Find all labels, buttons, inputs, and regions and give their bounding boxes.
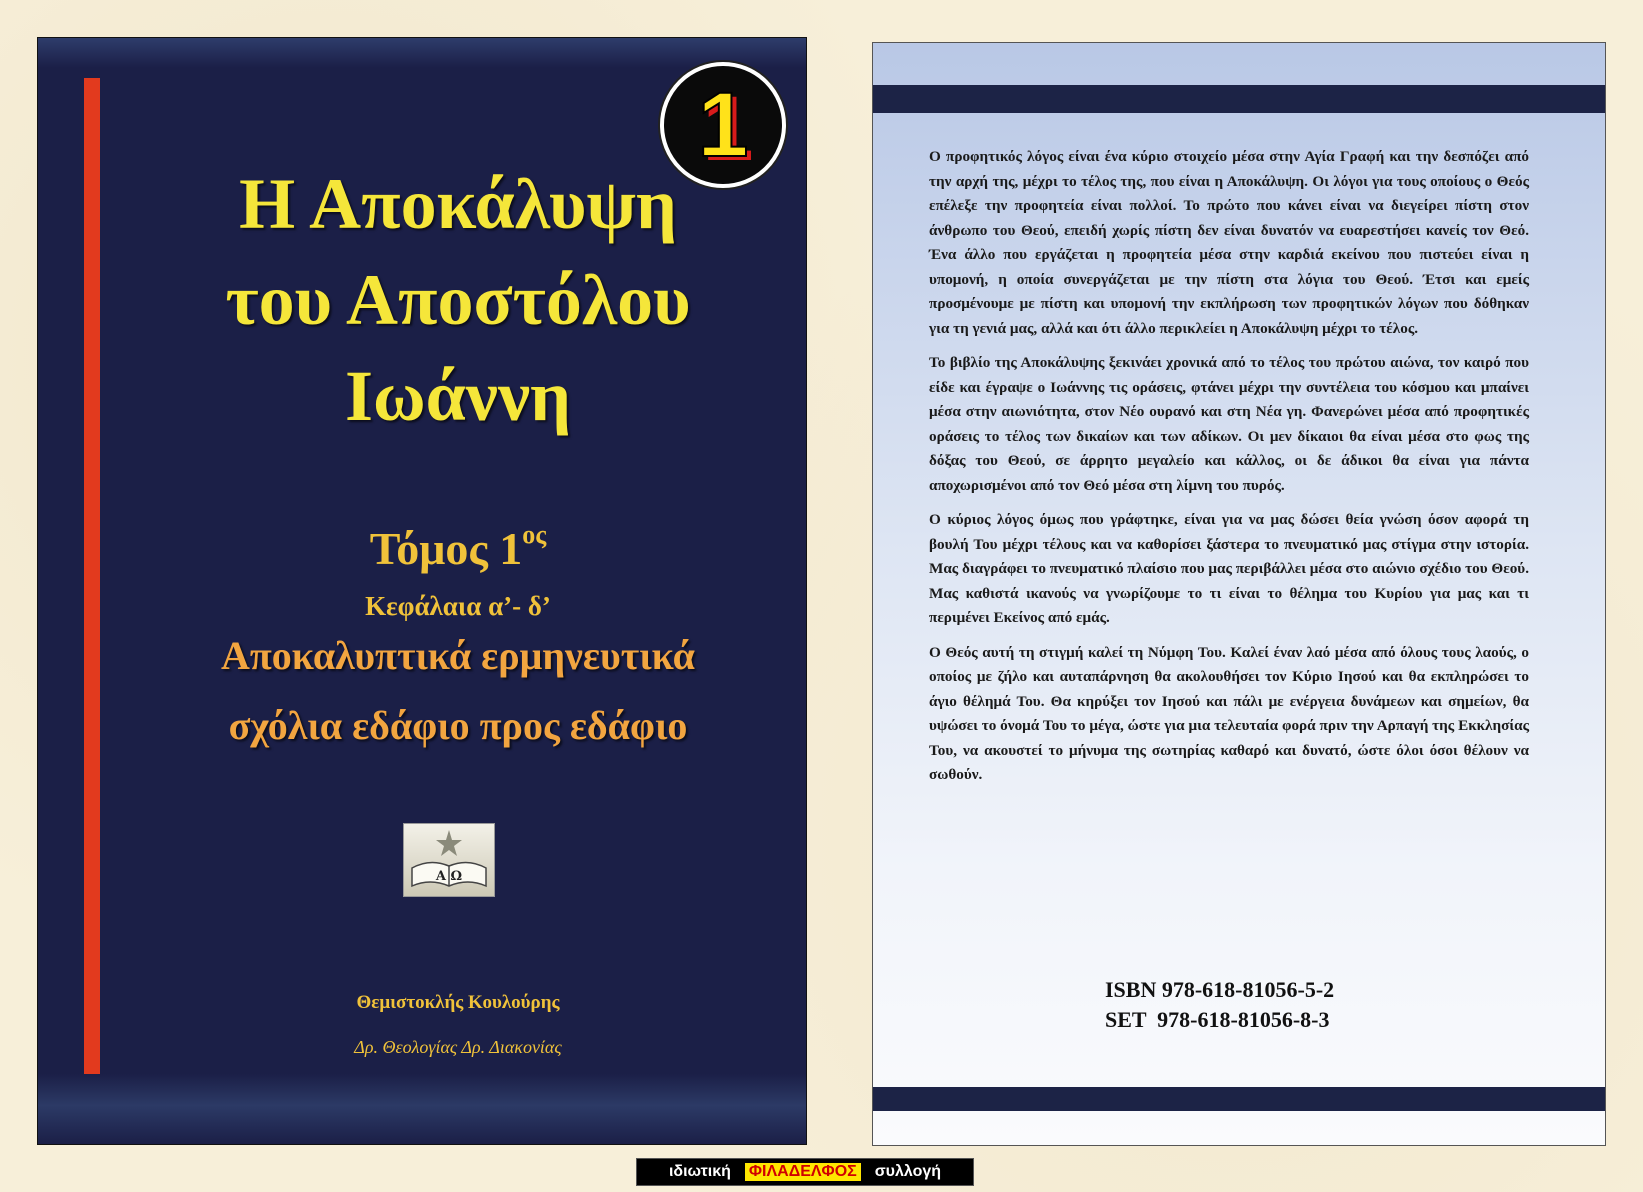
back-paragraph-4: Ο Θεός αυτή τη στιγμή καλεί τη Νύμφη Του. Καλεί έναν λαό μέσα από όλους τους λαούς, ο οποίος με ζήλο και αυταπάρνηση θα ακολουθήσει τον Κύριο Ιησού και θα εκπληρώσει το άγιο θέλημά Του. Θα κηρύξει τον Ιησού και πάλι με ενέργεια δυνάμεων και σημείων, θα υψώσει το όνομά Του το μέγα, ώστε για μια τελευταία φορά πριν την Αρπαγή της Εκκλησίας Του, να ακουστεί το μήνυμα της σωτηρίας καθαρό και δυνατό, ώστε όλοι όσοι θέλουν να σωθούν.: [929, 643, 1529, 783]
front-cover: [38, 38, 806, 1144]
back-paragraph-1: Ο προφητικός λόγος είναι ένα κύριο στοιχείο μέσα στην Αγία Γραφή και την δεσπόζει από την αρχή της, μέχρι το τέλος της, που είναι η Αποκάλυψη. Οι λόγοι για τους οποίους ο Θεός επέλεξε την προφητεία είναι πολλοί. Το πρώτο που κάνει είναι να διεγείρει πίστη στον άνθρωπο του Θεού, επειδή χωρίς πίστη δεν είναι δυνατόν να ευαρεστήσει κανείς τον Θεό. Ένα άλλο που εργάζεται η προφητεία μέσα στην καρδιά εκείνου που πιστεύει είναι η υπομονή, η οποία συνεργάζεται με την πίστη στα λόγια του Θεού. Έτσι και εμείς προσμένουμε με πίστη και υπομονή την εκπλήρωση των προφητικών λόγων που δόθηκαν για τη γενιά μας, αλλά και ότι άλλο περικλείει η Αποκάλυψη μέχρι το τέλος.: [929, 148, 1529, 337]
volume-number: 1: [697, 74, 749, 176]
isbn-number: ISBN 978-618-81056-5-2: [1105, 977, 1335, 1002]
back-top-band: [873, 85, 1605, 113]
volume-label: [108, 520, 806, 574]
back-bottom-band: [873, 1087, 1605, 1111]
subtitle-line-2: σχόλια εδάφιο προς εδάφιο: [228, 703, 688, 748]
collection-label: [636, 1158, 974, 1186]
author-degrees: Δρ. Θεολογίας Δρ. Διακονίας: [354, 1037, 562, 1057]
title-line-2: του Αποστόλου: [225, 260, 691, 340]
back-cover-text: [929, 145, 1529, 798]
collection-suffix: συλλογή: [874, 1163, 942, 1180]
chapters-label: Κεφάλαια α’- δ’: [365, 591, 551, 621]
back-paragraph-2: Το βιβλίο της Αποκάλυψης ξεκινάει χρονικά από το τέλος του πρώτου αιώνα, τον καιρό που είδε και έγραψε ο Ιωάννης τις οράσεις, φτάνει μέχρι την συντέλεια του κόσμου και μπαίνει μέσα στην αιωνιότητα, στον Νέο ουρανό και στη Νέα γη. Φανερώνει μέσα από προφητικές οράσεις το τέλος των δικαίων και των αδίκων. Οι μεν δίκαιοι θα είναι μέσα στο φως της δόξας του Θεού, σε άρρητο μεγαλείο και κάλλος, οι δε άδικοι θα είναι για πάντα αποχωρισμένοι από τον Θεό μέσα στη λίμνη του πυρός.: [929, 354, 1529, 494]
red-vertical-bar: [84, 78, 100, 1113]
collection-name: ΦΙΛΑΔΕΛΦΟΣ: [745, 1163, 861, 1181]
collection-prefix: ιδιωτική: [668, 1163, 731, 1180]
isbn-block: [1105, 975, 1334, 1035]
subtitle-line-1: Αποκαλυπτικά ερμηνευτικά: [221, 633, 695, 678]
title-line-3: Ιωάννη: [344, 356, 572, 436]
top-band: [38, 38, 806, 68]
logo-letters: Α Ω: [435, 869, 463, 884]
book-icon: [404, 824, 494, 896]
bottom-band: [38, 1074, 806, 1144]
author-name: Θεμιστοκλής Κουλούρης: [356, 992, 560, 1013]
back-cover: [872, 42, 1606, 1146]
alpha-omega-book-logo: [403, 823, 495, 897]
back-paragraph-3: Ο κύριος λόγος όμως που γράφτηκε, είναι για να μας δώσει θεία γνώση όσον αφορά τη βουλή Του μέχρι τέλους και να καθορίσει ξάστερα το πνευματικό μας στίγμα στην ιστορία. Μας διαγράφει το πνευματικό πλαίσιο που μας περιβάλλει μέσα στο αιώνιο σχέδιο του Θεού. Μας καθιστά ικανούς να γνωρίζουμε το τι είναι το θέλημα του Κυρίου για μας και τι περιμένει Εκείνος από εμάς.: [929, 511, 1529, 626]
volume-suffix: ος: [522, 520, 547, 549]
volume-text: Τόμος 1: [369, 523, 523, 574]
set-number: SET 978-618-81056-8-3: [1105, 1007, 1330, 1032]
title-line-1: Η Αποκάλυψη: [239, 164, 677, 244]
